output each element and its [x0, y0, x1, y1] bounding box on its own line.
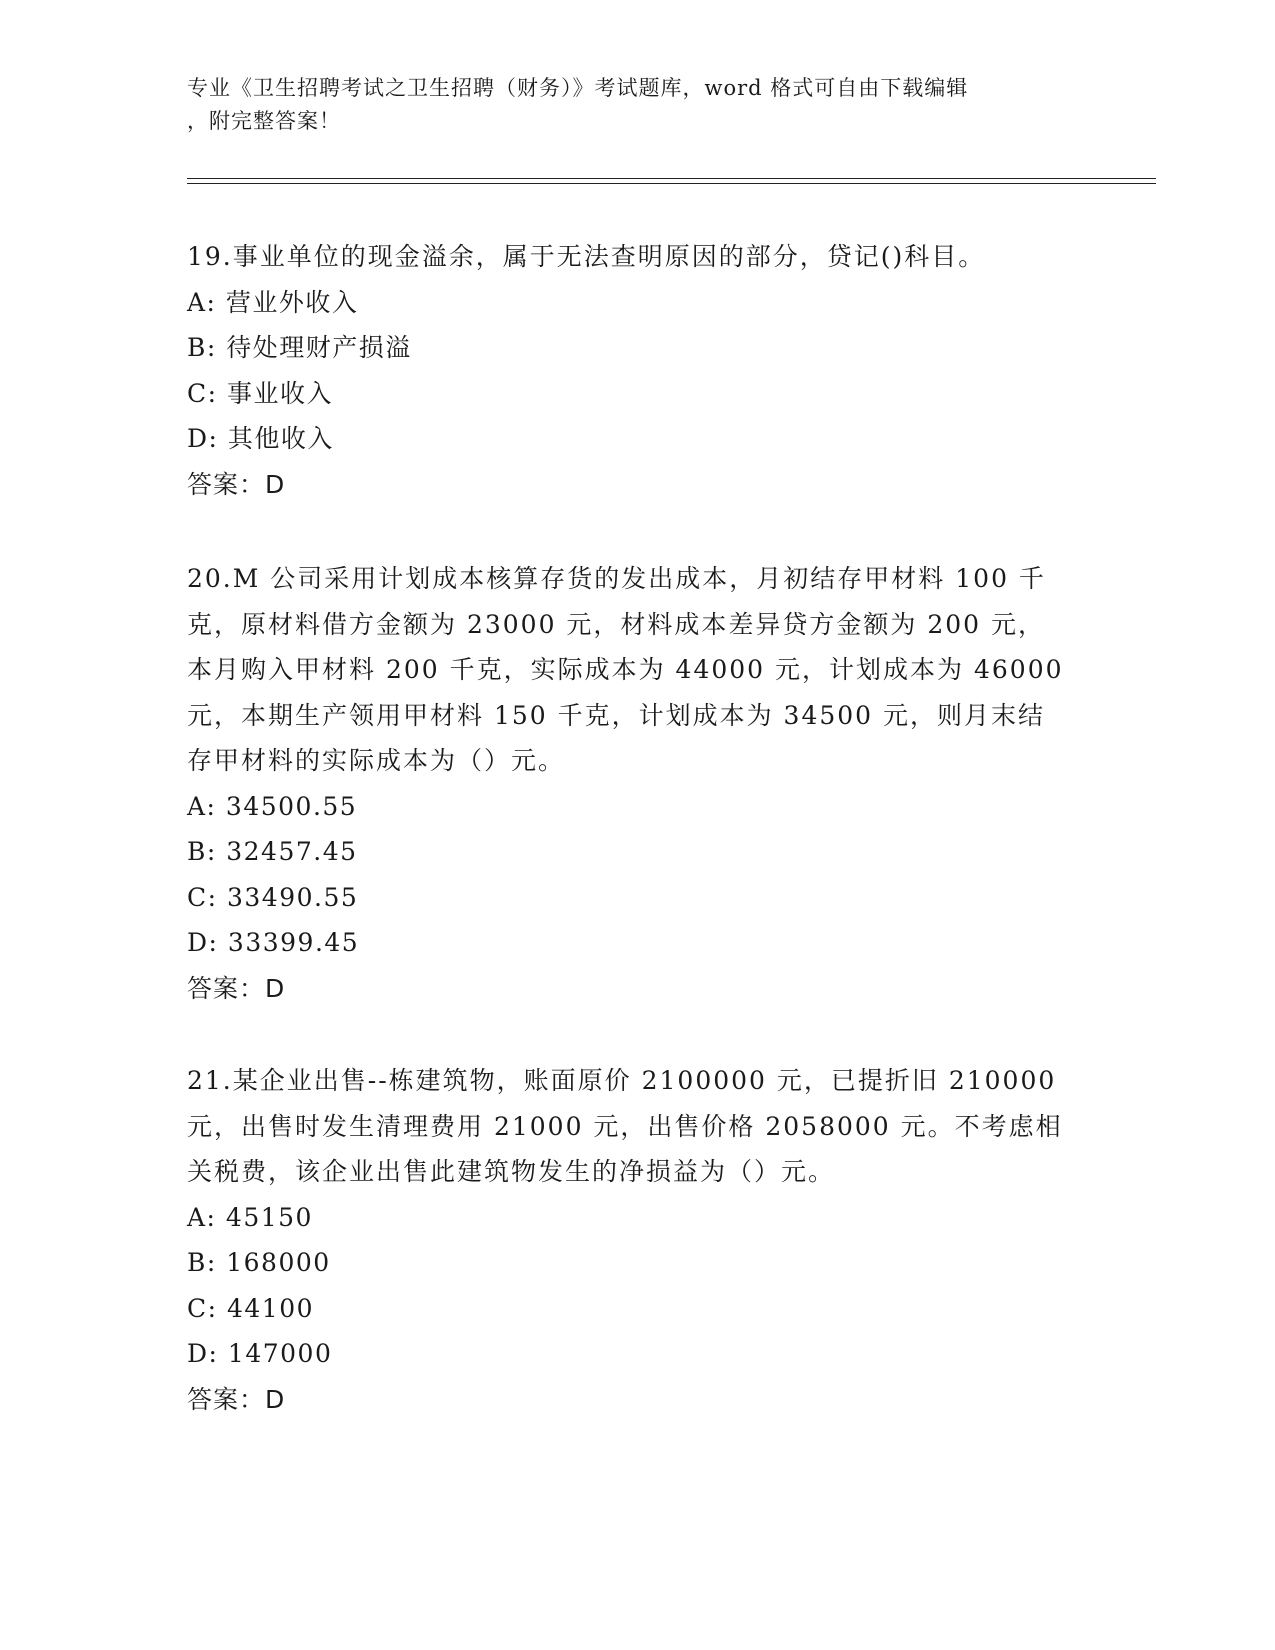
option-b: B: 168000 [187, 1248, 331, 1277]
option-c: C: 44100 [187, 1293, 315, 1323]
option-list [187, 784, 1067, 966]
question-19 [187, 234, 1067, 507]
answer-line: 答案：D [187, 469, 286, 499]
question-21 [187, 1058, 1067, 1422]
answer-line: 答案：D [187, 1384, 286, 1414]
header-divider-top [187, 178, 1156, 179]
option-c: C: 33490.55 [187, 882, 359, 912]
document-header [187, 72, 1087, 138]
option-b: B: 待处理财产损溢 [187, 333, 412, 362]
option-d: D: 33399.45 [187, 928, 360, 957]
question-text: 21.某企业出售--栋建筑物，账面原价 2100000 元，已提折旧 210000 元，出售时发生清理费用 21000 元，出售价格 2058000 元。不考虑相关税费，该企业出售此建筑物发生的净损益为（）元。 [187, 1066, 1063, 1186]
option-c: C: 事业收入 [187, 378, 333, 408]
header-divider-bottom [187, 183, 1156, 184]
question-20 [187, 556, 1067, 1011]
header-line-2: ，附完整答案！ [187, 109, 341, 133]
option-a: A: 营业外收入 [187, 287, 359, 317]
option-d: D: 其他收入 [187, 424, 334, 453]
header-line-1: 专业《卫生招聘考试之卫生招聘（财务）》考试题库，word 格式可自由下载编辑 [187, 76, 969, 100]
answer-line: 答案：D [187, 973, 286, 1003]
question-text: 19.事业单位的现金溢余，属于无法查明原因的部分，贷记()科目。 [187, 242, 986, 271]
question-text: 20.M 公司采用计划成本核算存货的发出成本，月初结存甲材料 100 千克，原材料借方金额为 23000 元，材料成本差异贷方金额为 200 元，本月购入甲材料 200 千克，实际成本为 44000 元，计划成本为 46000 元，本期生产领用甲材料 150 千克，计划成本为 34500 元，则月末结存甲材料的实际成本为（）元。 [187, 564, 1064, 775]
option-list [187, 1195, 1067, 1377]
option-a: A: 45150 [187, 1202, 313, 1232]
option-b: B: 32457.45 [187, 837, 358, 866]
option-list [187, 280, 1067, 462]
option-d: D: 147000 [187, 1339, 333, 1368]
option-a: A: 34500.55 [187, 791, 358, 821]
